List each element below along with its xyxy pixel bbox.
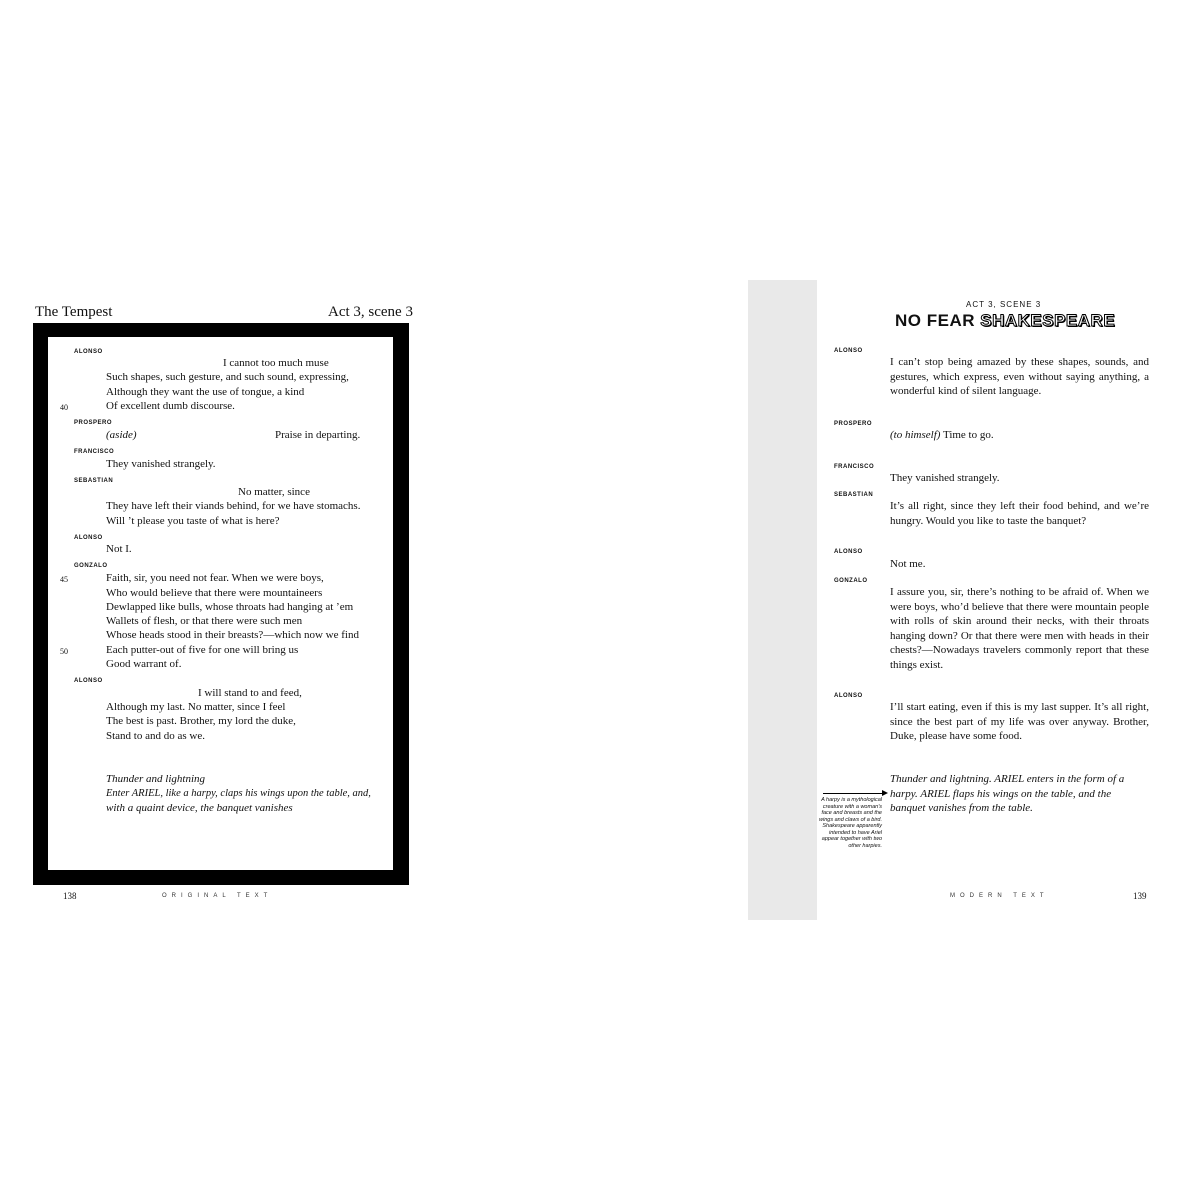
verse-line: Who would believe that there were mountaineers: [106, 587, 323, 599]
modern-paragraph: They vanished strangely.: [890, 472, 1000, 484]
speaker-name: ALONSO: [74, 535, 103, 541]
page-number: 138: [63, 891, 77, 901]
verse-line: I cannot too much muse: [223, 357, 329, 369]
margin-note: A harpy is a mythological creature with a woman's face and breasts and the wings and claws of a bird. Shakespeare apparently intended to have Ariel appear together with two other harpies.: [819, 797, 882, 849]
page-gutter: [748, 280, 817, 920]
speaker-name: GONZALO: [74, 563, 108, 569]
verse-line: Faith, sir, you need not fear. When we were boys,: [106, 572, 324, 584]
speaker-name: PROSPERO: [834, 421, 873, 427]
speaker-name: FRANCISCO: [74, 449, 115, 455]
line-number: 40: [60, 403, 68, 412]
verse-line: I will stand to and feed,: [198, 687, 302, 699]
verse-line: No matter, since: [238, 486, 310, 498]
modern-stage-direction: Thunder and lightning. ARIEL enters in the form of a harpy. ARIEL flaps his wings on the table, and the banquet vanishes from the table.: [890, 773, 1125, 814]
verse-line: Although my last. No matter, since I feel: [106, 701, 286, 713]
book-title: The Tempest: [35, 304, 113, 320]
verse-line: Of excellent dumb discourse.: [106, 400, 235, 412]
no-fear-logo: [895, 311, 1115, 331]
logo-word-shakespeare: SHAKESPEARE: [980, 311, 1116, 330]
footer-label: ORIGINAL TEXT: [162, 893, 273, 899]
speaker-name: PROSPERO: [74, 420, 113, 426]
modern-paragraph: I can’t stop being amazed by these shapes, sounds, and gestures, which express, even without saying anything, a wonderful kind of silent language.: [890, 356, 1149, 397]
stage-direction: (aside): [106, 429, 137, 441]
stage-direction: with a quaint device, the banquet vanishes: [106, 802, 293, 814]
speaker-name: SEBASTIAN: [834, 492, 874, 498]
speaker-name: ALONSO: [834, 693, 863, 699]
speaker-name: ALONSO: [834, 549, 863, 555]
verse-line: Will ’t please you taste of what is here?: [106, 515, 280, 527]
verse-line: Stand to and do as we.: [106, 730, 205, 742]
verse-line: Not I.: [106, 543, 132, 555]
speaker-name: ALONSO: [834, 348, 863, 354]
verse-line: They have left their viands behind, for we have stomachs.: [106, 500, 361, 512]
act-scene-heading: Act 3, scene 3: [328, 304, 413, 320]
verse-line: Although they want the use of tongue, a kind: [106, 386, 305, 398]
verse-line: Each putter-out of five for one will bring us: [106, 644, 299, 656]
verse-line: Whose heads stood in their breasts?—which now we find: [106, 629, 359, 641]
verse-line: They vanished strangely.: [106, 458, 216, 470]
speaker-name: GONZALO: [834, 578, 868, 584]
modern-paragraph: It’s all right, since they left their food behind, and we’re hungry. Would you like to taste the banquet?: [890, 500, 1149, 527]
verse-line: Good warrant of.: [106, 658, 182, 670]
speaker-name: ALONSO: [74, 349, 103, 355]
note-pointer-line: [823, 793, 885, 794]
verse-line: Such shapes, such gesture, and such sound, expressing,: [106, 371, 349, 383]
modern-paragraph: I’ll start eating, even if this is my last supper. It’s all right, since the best part of my life was over anyway. Brother, Duke, please have some food.: [890, 701, 1149, 742]
verse-line: The best is past. Brother, my lord the duke,: [106, 715, 296, 727]
page-number: 139: [1133, 891, 1147, 901]
verse-line: Dewlapped like bulls, whose throats had hanging at ’em: [106, 601, 354, 613]
modern-paragraph: I assure you, sir, there’s nothing to be afraid of. When we were boys, who’d believe that there were mountain people with rolls of skin around their necks, with their throats hanging down? Or that there were men with heads in their chests?—Nowadays travelers commonly report that these things exist.: [890, 586, 1149, 671]
footer-label: MODERN TEXT: [950, 893, 1049, 899]
speaker-name: SEBASTIAN: [74, 478, 114, 484]
stage-direction: (to himself): [890, 429, 941, 441]
modern-paragraph: Not me.: [890, 558, 926, 570]
speaker-name: FRANCISCO: [834, 464, 875, 470]
act-scene-kicker: ACT 3, SCENE 3: [966, 300, 1042, 309]
line-number: 50: [60, 647, 68, 656]
logo-word-no-fear: NO FEAR: [895, 311, 975, 330]
line-number: 45: [60, 575, 68, 584]
modern-paragraph: [890, 428, 1149, 443]
arrow-right-icon: [882, 790, 888, 796]
verse-line: Praise in departing.: [275, 429, 361, 441]
modern-line: Time to go.: [942, 429, 994, 441]
speaker-name: ALONSO: [74, 678, 103, 684]
stage-direction: Thunder and lightning: [106, 773, 206, 785]
stage-direction: Enter ARIEL, like a harpy, claps his wings upon the table, and,: [106, 788, 371, 799]
verse-line: Wallets of flesh, or that there were such men: [106, 615, 303, 627]
